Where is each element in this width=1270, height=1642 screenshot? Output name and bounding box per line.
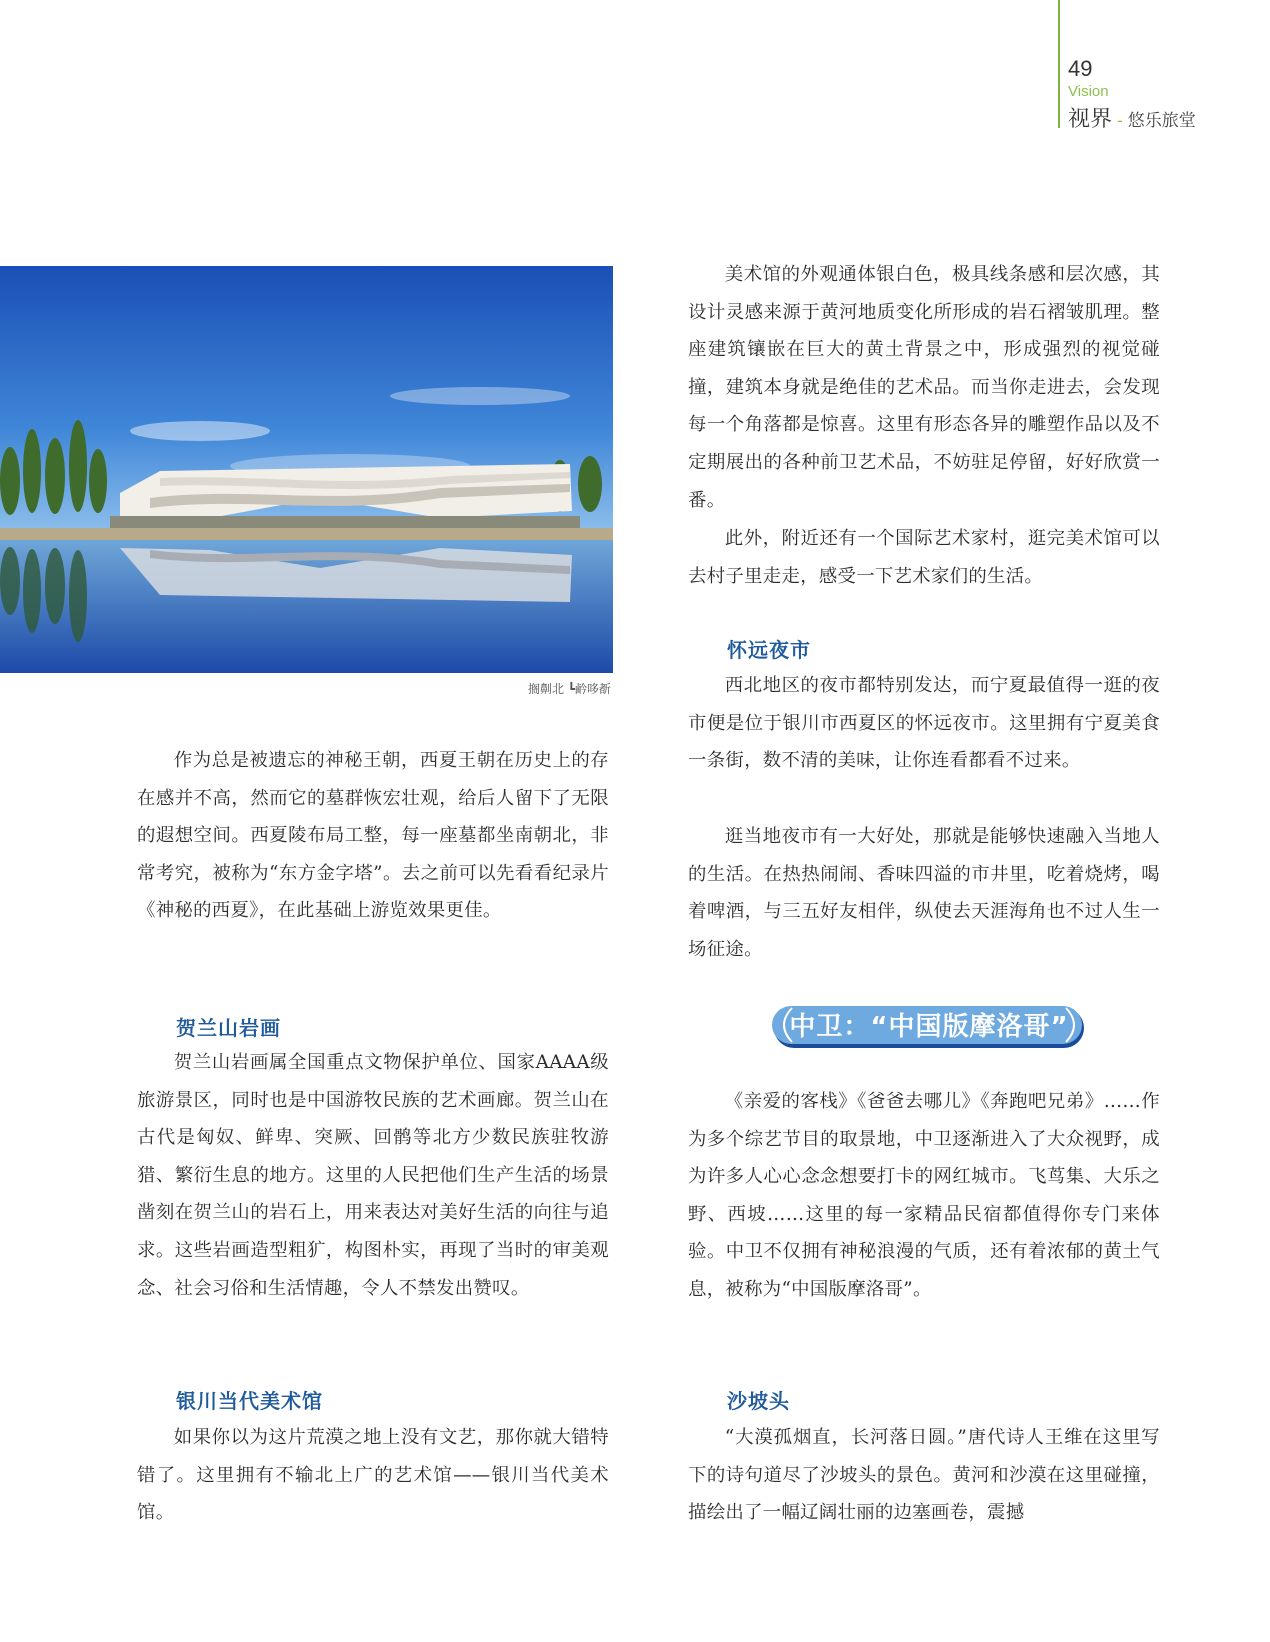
left-intro-paragraph: 作为总是被遗忘的神秘王朝，西夏王朝在历史上的存在感并不高，然而它的墓群恢宏壮观，给后人留下了无限的遐想空间。西夏陵布局工整，每一座墓都坐南朝北，非常考究，被称为“东方金字塔”。去之前可以先看看纪录片《神秘的西夏》，在此基础上游览效果更佳。 <box>137 750 609 922</box>
museum-photo <box>0 266 613 673</box>
zhongwei-paragraph: 《亲爱的客栈》《爸爸去哪儿》《奔跑吧兄弟》……作为多个综艺节目的取景地，中卫逐渐进入了大众视野，成为许多人心心念念想要打卡的网红城市。飞茑集、大乐之野、西坡……这里的每一家精品民宿都值得你专门来体验。中卫不仅拥有神秘浪漫的气质，还有着浓郁的黄土气息，被称为“中国版摩洛哥”。 <box>688 1091 1160 1300</box>
zhongwei-banner-title: 中卫：“中国版摩洛哥” <box>789 1012 1069 1042</box>
section-separator: - <box>1117 111 1123 130</box>
shapotou-paragraph: “大漠孤烟直，长河落日圆。”唐代诗人王维在这里写下的诗句道尽了沙坡头的景色。黄河和沙漠在这里碰撞，描绘出了一幅辽阔壮丽的边塞画卷，震撼 <box>688 1427 1160 1524</box>
section-title <box>1068 102 1196 133</box>
heading-shapotou: 沙坡头 <box>727 1389 790 1413</box>
museum-intro-paragraph: 如果你以为这片荒漠之地上没有文艺，那你就大错特错了。这里拥有不输北上广的艺术馆——银川当代美术馆。 <box>137 1427 609 1524</box>
artist-village-paragraph: 此外，附近还有一个国际艺术家村，逛完美术馆可以去村子里走走，感受一下艺术家们的生活。 <box>688 528 1160 587</box>
section-main: 视界 <box>1068 107 1113 132</box>
night-market-paragraph: 西北地区的夜市都特别发达，而宁夏最值得一逛的夜市便是位于银川市西夏区的怀远夜市。这里拥有宁夏美食一条街，数不清的美味，让你连看都看不过来。 <box>688 675 1160 772</box>
vision-label: Vision <box>1068 83 1109 100</box>
heading-huaiyuan-market: 怀远夜市 <box>727 638 811 662</box>
night-market-benefit-paragraph: 逛当地夜市有一大好处，那就是能够快速融入当地人的生活。在热热闹闹、香味四溢的市井里，吃着烧烤，喝着啤酒，与三五好友相伴，纵使去天涯海角也不过人生一场征途。 <box>688 826 1160 960</box>
heading-helanshan: 贺兰山岩画 <box>176 1016 281 1040</box>
zhongwei-banner <box>770 1004 1088 1050</box>
page-number: 49 <box>1068 56 1093 81</box>
heading-yinchuan-museum: 银川当代美术馆 <box>176 1389 323 1413</box>
header-rule <box>1058 0 1060 128</box>
photo-caption: 搁劓北 ┗鹶哆斱 <box>527 682 611 696</box>
helanshan-paragraph: 贺兰山岩画属全国重点文物保护单位、国家AAAA级旅游景区，同时也是中国游牧民族的艺术画廊。贺兰山在古代是匈奴、鲜卑、突厥、回鹘等北方少数民族驻牧游猎、繁衍生息的地方。这里的人民把他们生产生活的场景凿刻在贺兰山的岩石上，用来表达对美好生活的向往与追求。这些岩画造型粗犷，构图朴实，再现了当时的审美观念、社会习俗和生活情趣，令人不禁发出赞叹。 <box>137 1052 609 1299</box>
section-sub: 悠乐旅堂 <box>1127 111 1196 131</box>
museum-paragraph: 美术馆的外观通体银白色，极具线条感和层次感，其设计灵感来源于黄河地质变化所形成的岩石褶皱肌理。整座建筑镶嵌在巨大的黄土背景之中，形成强烈的视觉碰撞，建筑本身就是绝佳的艺术品。而当你走进去，会发现每一个角落都是惊喜。这里有形态各异的雕塑作品以及不定期展出的各种前卫艺术品，不妨驻足停留，好好欣赏一番。 <box>688 264 1160 511</box>
